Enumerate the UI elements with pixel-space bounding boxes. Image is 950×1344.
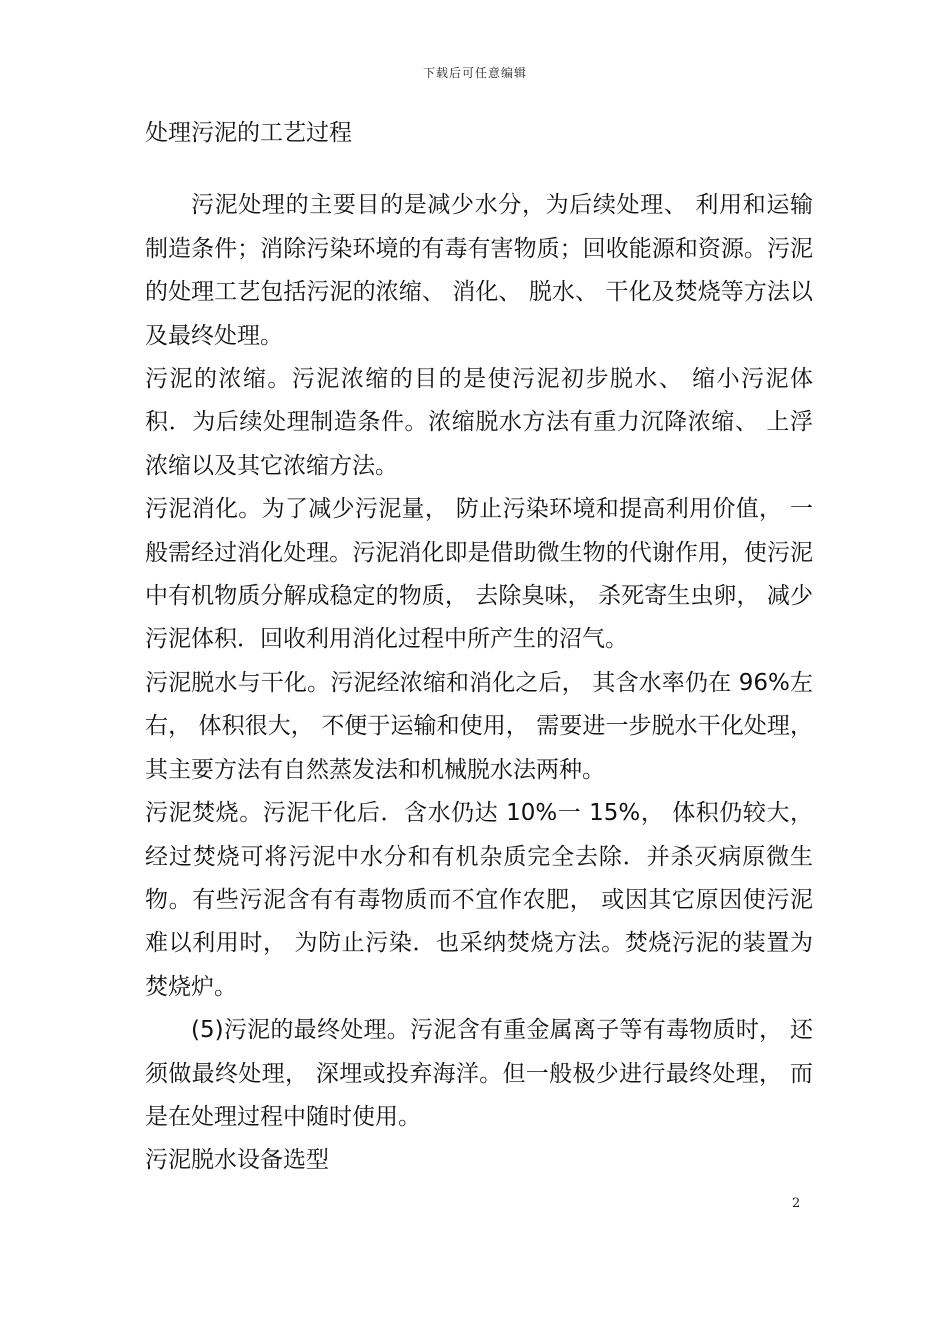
document-title: 处理污泥的工艺过程: [145, 120, 352, 146]
paragraph-final-disposal: (5)污泥的最终处理。污泥含有重金属离子等有毒物质时， 还须做最终处理， 深埋或投弃海洋。但一般极少进行最终处理， 而是在处理过程中随时使用。: [145, 1017, 813, 1130]
paragraph-intro: 污泥处理的主要目的是减少水分，为后续处理、 利用和运输制造条件；消除污染环境的有毒有害物质；回收能源和资源。污泥的处理工艺包括污泥的浓缩、 消化、 脱水、 干化及焚烧等方法以及最终处理。: [145, 192, 813, 349]
paragraph-dewatering: 污泥脱水与干化。污泥经浓缩和消化之后， 其含水率仍在 96%左右， 体积很大， 不便于运输和使用， 需要进一步脱水干化处理，其主要方法有自然蒸发法和机械脱水法两种。: [145, 669, 813, 783]
page-header-note: 下载后可任意编辑: [422, 66, 527, 80]
paragraph-digestion: 污泥消化。为了减少污泥量， 防止污染环境和提高利用价值， 一般需经过消化处理。污泥消化即是借助微生物的代谢作用，使污泥中有机物质分解成稳定的物质， 去除臭味， 杀死寄生虫卵， 减少污泥体积．回收利用消化过程中所产生的沼气。: [145, 496, 813, 653]
document-body: [145, 112, 813, 1183]
paragraph-incineration: 污泥焚烧。污泥干化后．含水仍达 10%一 15%， 体积仍较大， 经过焚烧可将污泥中水分和有机杂质完全去除．并杀灭病原微生物。有些污泥含有有毒物质而不宜作农肥， 或因其它原因使污泥难以利用时， 为防止污染．也采纳焚烧方法。焚烧污泥的装置为焚烧炉。: [145, 800, 813, 1000]
section-heading-equipment: 污泥脱水设备选型: [145, 1147, 329, 1174]
paragraph-thickening: 污泥的浓缩。污泥浓缩的目的是使污泥初步脱水、 缩小污泥体积．为后续处理制造条件。浓缩脱水方法有重力沉降浓缩、 上浮浓缩以及其它浓缩方法。: [145, 366, 813, 479]
page-number: 2: [792, 1196, 801, 1211]
